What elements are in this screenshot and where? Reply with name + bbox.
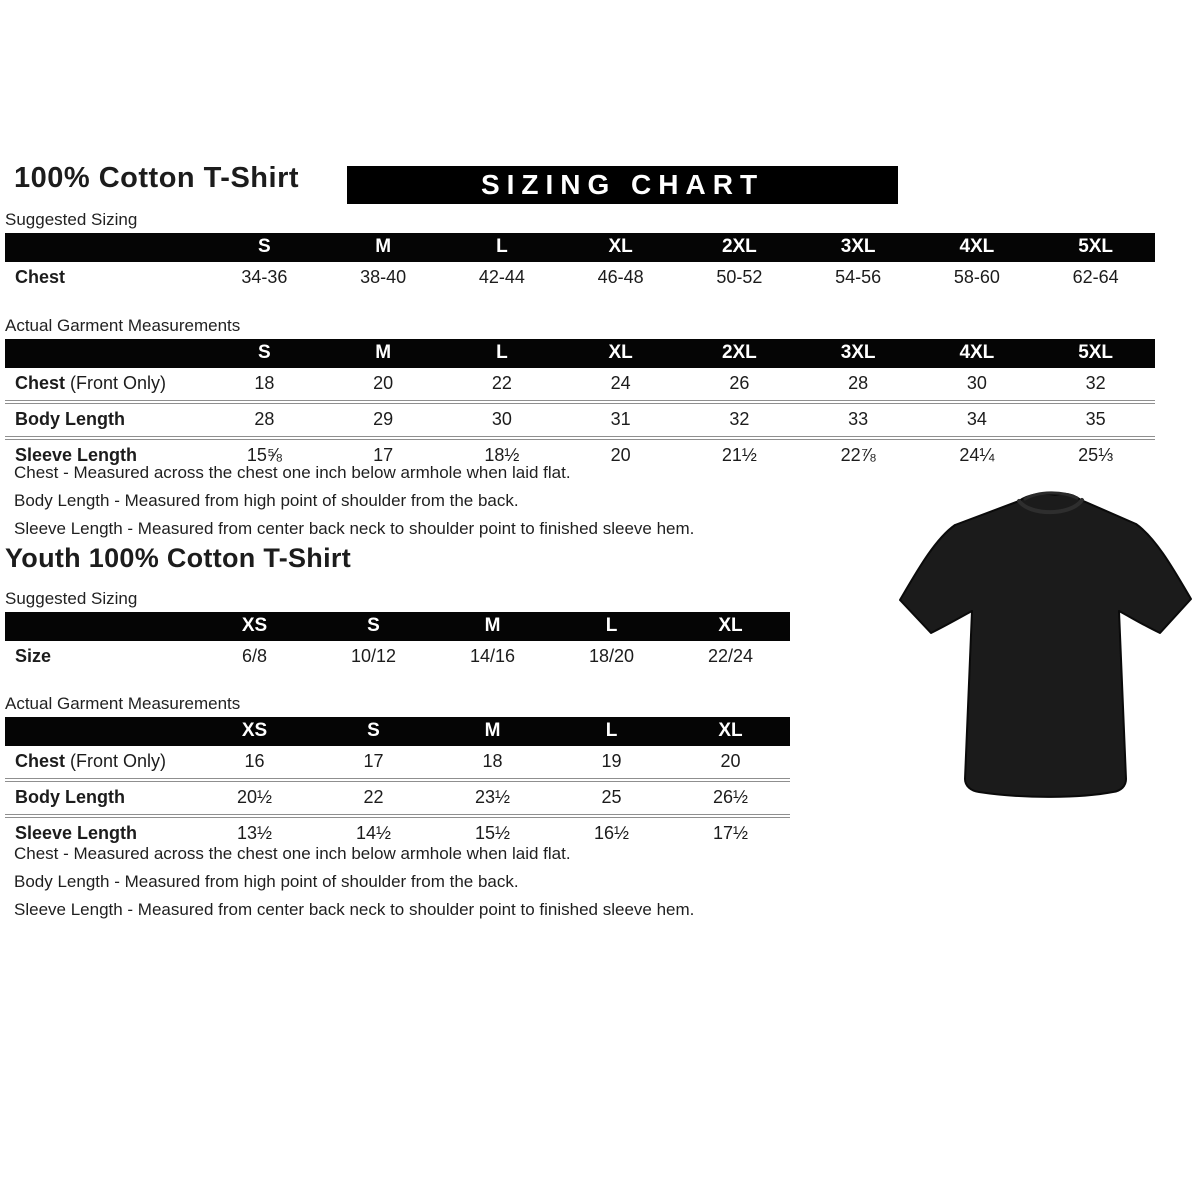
size-column-header: 5XL — [1036, 233, 1155, 262]
chest-range-cell: 38-40 — [360, 267, 407, 287]
corner-cell — [5, 717, 195, 746]
body-length-cell: 33 — [848, 409, 869, 429]
body-length-cell: 20½ — [236, 787, 273, 807]
sleeve-length-cell: 15⅝ — [246, 445, 282, 465]
row-label: Size — [15, 646, 52, 666]
sleeve-length-cell: 17 — [373, 445, 394, 465]
size-column-header: XL — [561, 339, 680, 368]
sleeve-length-cell: 20 — [610, 445, 631, 465]
note-body-length: Body Length - Measured from high point of shoulder from the back. — [14, 872, 519, 891]
row-label: Sleeve Length — [15, 823, 138, 843]
sleeve-length-cell: 21½ — [721, 445, 757, 465]
size-column-header: XS — [195, 612, 314, 641]
adult-body-length-row — [5, 402, 1155, 438]
tshirt-image — [895, 483, 1195, 805]
size-column-header: 3XL — [799, 339, 918, 368]
note-chest: Chest - Measured across the chest one inch below armhole when laid flat. — [14, 844, 571, 863]
body-length-cell: 34 — [966, 409, 987, 429]
size-column-header: S — [205, 233, 324, 262]
size-column-header: 2XL — [680, 339, 799, 368]
body-length-cell: 26½ — [712, 787, 749, 807]
body-length-cell: 30 — [491, 409, 512, 429]
size-column-header: S — [314, 717, 433, 746]
youth-suggested-sizing-table — [5, 612, 790, 673]
size-range-cell: 22/24 — [707, 646, 754, 666]
note-chest: Chest - Measured across the chest one inch below armhole when laid flat. — [14, 463, 571, 482]
size-column-header: 4XL — [918, 233, 1037, 262]
chest-cell: 32 — [1085, 373, 1106, 393]
adult-chest-row — [5, 368, 1155, 402]
sleeve-length-cell: 14½ — [355, 823, 392, 843]
size-range-cell: 10/12 — [350, 646, 397, 666]
body-length-cell: 32 — [729, 409, 750, 429]
youth-suggested-header-row — [5, 612, 790, 641]
chest-cell: 20 — [373, 373, 394, 393]
adult-actual-measurements-label: Actual Garment Measurements — [5, 316, 241, 335]
youth-chest-row — [5, 746, 790, 780]
adult-chest-range-row — [5, 262, 1155, 294]
body-length-cell: 25 — [601, 787, 622, 807]
body-length-cell: 31 — [610, 409, 631, 429]
youth-garment-measurements-table — [5, 717, 790, 850]
size-column-header: 2XL — [680, 233, 799, 262]
youth-body-length-row — [5, 780, 790, 816]
size-column-header: M — [324, 339, 443, 368]
chest-range-cell: 54-56 — [835, 267, 882, 287]
chest-cell: 22 — [491, 373, 512, 393]
chest-cell: 19 — [601, 751, 622, 771]
size-range-cell: 18/20 — [588, 646, 635, 666]
youth-actual-measurements-label: Actual Garment Measurements — [5, 694, 241, 713]
size-range-cell: 6/8 — [241, 646, 268, 666]
corner-cell — [5, 339, 205, 368]
black-tshirt-graphic — [895, 483, 1195, 805]
adult-measurements-header-row — [5, 339, 1155, 368]
note-body-length: Body Length - Measured from high point of shoulder from the back. — [14, 491, 519, 510]
chest-range-cell: 62-64 — [1072, 267, 1119, 287]
adult-garment-measurements-table — [5, 339, 1155, 472]
chest-range-cell: 42-44 — [478, 267, 525, 287]
chest-range-cell: 46-48 — [597, 267, 644, 287]
corner-cell — [5, 612, 195, 641]
body-length-cell: 23½ — [474, 787, 511, 807]
note-sleeve-length: Sleeve Length - Measured from center back neck to shoulder point to finished sleeve hem. — [14, 519, 695, 538]
size-range-cell: 14/16 — [469, 646, 516, 666]
sleeve-length-cell: 16½ — [593, 823, 630, 843]
sleeve-length-cell: 24¼ — [959, 445, 995, 465]
sizing-chart-banner: SIZING CHART — [347, 166, 898, 204]
adult-suggested-sizing-table — [5, 233, 1155, 294]
size-column-header: M — [433, 717, 552, 746]
sleeve-length-cell: 17½ — [712, 823, 749, 843]
sleeve-length-cell: 25⅓ — [1078, 445, 1114, 465]
tshirt-body — [900, 494, 1191, 797]
chest-cell: 30 — [966, 373, 987, 393]
size-column-header: 4XL — [918, 339, 1037, 368]
page-title: 100% Cotton T-Shirt — [14, 162, 300, 194]
row-label: Body Length — [15, 409, 125, 429]
size-column-header: S — [205, 339, 324, 368]
chest-cell: 28 — [848, 373, 869, 393]
youth-measurements-header-row — [5, 717, 790, 746]
size-column-header: M — [324, 233, 443, 262]
chest-range-cell: 50-52 — [716, 267, 763, 287]
size-column-header: XL — [671, 717, 790, 746]
corner-cell — [5, 233, 205, 262]
body-length-cell: 35 — [1085, 409, 1106, 429]
body-length-cell: 28 — [254, 409, 275, 429]
chest-cell: 17 — [363, 751, 384, 771]
row-label: Chest (Front Only) — [15, 751, 167, 771]
youth-measurement-notes — [14, 840, 694, 924]
chest-range-cell: 58-60 — [953, 267, 1000, 287]
chest-cell: 20 — [720, 751, 741, 771]
chest-range-cell: 34-36 — [241, 267, 288, 287]
youth-size-row — [5, 641, 790, 673]
adult-measurement-notes — [14, 459, 694, 543]
chest-cell: 16 — [244, 751, 265, 771]
body-length-cell: 29 — [373, 409, 394, 429]
size-column-header: XL — [561, 233, 680, 262]
size-column-header: XS — [195, 717, 314, 746]
youth-section-title: Youth 100% Cotton T-Shirt — [5, 543, 351, 573]
size-column-header: 5XL — [1036, 339, 1155, 368]
row-label: Sleeve Length — [15, 445, 138, 465]
youth-suggested-sizing-label: Suggested Sizing — [5, 589, 138, 608]
adult-suggested-header-row — [5, 233, 1155, 262]
chest-cell: 18 — [482, 751, 503, 771]
size-column-header: L — [443, 233, 562, 262]
size-column-header: L — [552, 717, 671, 746]
size-column-header: XL — [671, 612, 790, 641]
size-column-header: L — [443, 339, 562, 368]
size-column-header: M — [433, 612, 552, 641]
sleeve-length-cell: 22⅞ — [840, 445, 876, 465]
row-label: Body Length — [15, 787, 125, 807]
note-sleeve-length: Sleeve Length - Measured from center back neck to shoulder point to finished sleeve hem. — [14, 900, 695, 919]
sleeve-length-cell: 13½ — [236, 823, 273, 843]
body-length-cell: 22 — [363, 787, 384, 807]
sleeve-length-cell: 15½ — [474, 823, 511, 843]
row-label: Chest (Front Only) — [15, 373, 167, 393]
size-column-header: S — [314, 612, 433, 641]
chest-cell: 18 — [254, 373, 275, 393]
size-column-header: 3XL — [799, 233, 918, 262]
adult-suggested-sizing-label: Suggested Sizing — [5, 210, 138, 229]
sleeve-length-cell: 18½ — [484, 445, 520, 465]
row-label: Chest — [15, 267, 66, 287]
size-column-header: L — [552, 612, 671, 641]
chest-cell: 26 — [729, 373, 750, 393]
chest-cell: 24 — [610, 373, 631, 393]
